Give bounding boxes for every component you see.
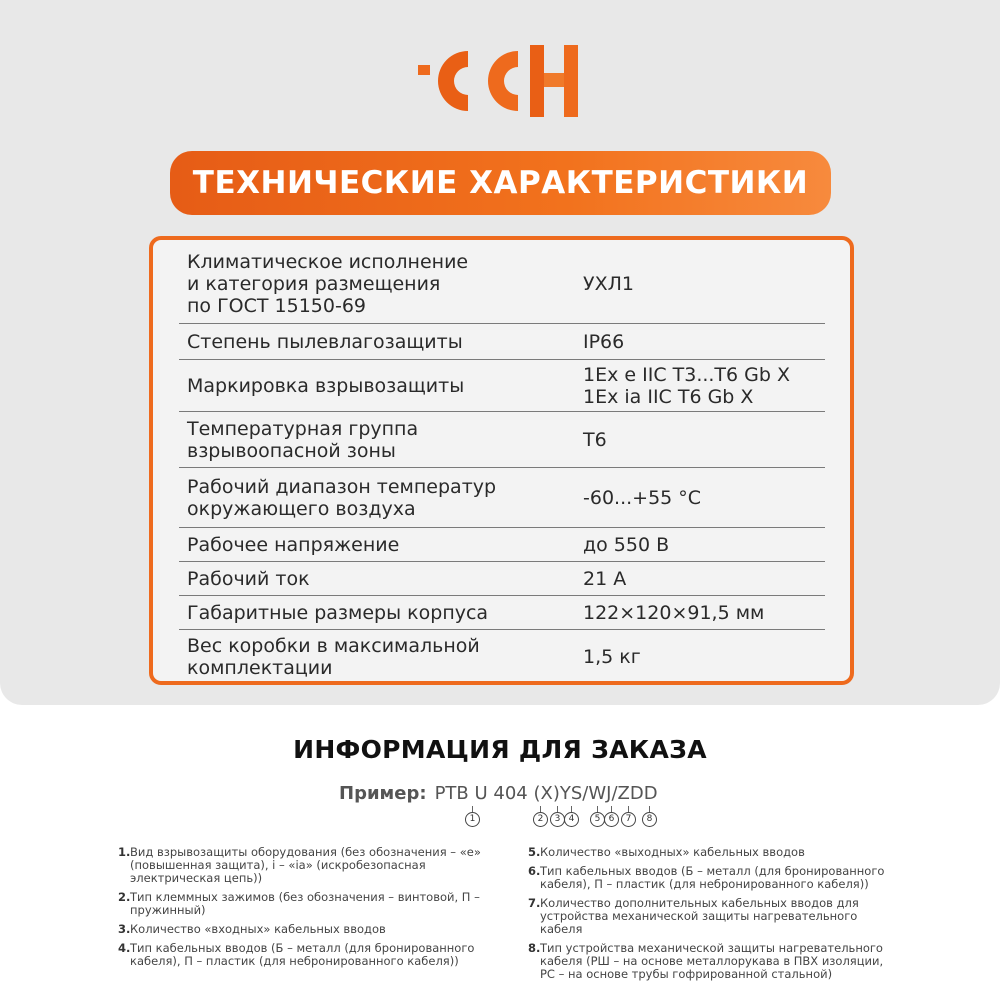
order-note: 5. Количество «выходных» кабельных вводов: [528, 845, 805, 859]
order-notes-right: [528, 846, 888, 987]
order-note: 8. Тип устройства механической защиты нагревательного кабеля (РШ – на основе металлорукава в ПВХ изоляции, РС – на основе трубы гофрированной стальной): [528, 941, 884, 981]
spec-value: 122×120×91,5 мм: [583, 601, 765, 624]
spec-label: Рабочий диапазон температур окружающего воздуха: [187, 475, 497, 520]
section-title: ТЕХНИЧЕСКИЕ ХАРАКТЕРИСТИКИ: [192, 165, 809, 201]
order-note: 3. Количество «входных» кабельных вводов: [118, 922, 386, 936]
spec-value: 1,5 кг: [583, 646, 641, 668]
code-marker: 5: [590, 806, 604, 827]
spec-row: [179, 468, 825, 528]
code-marker: 4: [564, 806, 578, 827]
code-marker: 8: [642, 806, 656, 827]
order-note: 6. Тип кабельных вводов (Б – металл (для бронированного кабеля), П – пластик (для небронированного кабеля)): [528, 864, 885, 891]
spec-row: [179, 528, 825, 562]
spec-value: 1Ex e IIC T3...T6 Gb X 1Ex ia IIC T6 Gb X: [583, 363, 791, 408]
code-marker: 2: [533, 806, 547, 827]
order-example: [339, 783, 658, 804]
spec-row: [179, 412, 825, 468]
spec-label: Рабочее напряжение: [187, 533, 400, 556]
spec-row: [179, 360, 825, 412]
spec-row: [179, 244, 825, 324]
spec-value: IP66: [583, 330, 625, 353]
code-markers: [0, 806, 1000, 830]
example-code: PTB U 404 (X)YS/WJ/ZDD: [434, 783, 658, 804]
specs-table-frame: [149, 236, 854, 685]
spec-label: Температурная группа взрывоопасной зоны: [187, 417, 419, 462]
code-marker: 7: [621, 806, 635, 827]
specs-table: [179, 244, 825, 684]
spec-value: 21 А: [583, 567, 627, 590]
spec-row: [179, 630, 825, 684]
spec-value: Т6: [583, 428, 607, 451]
spec-value: УХЛ1: [583, 272, 634, 295]
spec-label: Маркировка взрывозащиты: [187, 374, 465, 397]
code-marker: 3: [550, 806, 564, 827]
spec-label: Вес коробки в максимальной комплектации: [187, 635, 480, 679]
spec-value: -60...+55 °С: [583, 486, 702, 509]
spec-row: [179, 562, 825, 596]
code-marker: 1: [465, 806, 479, 827]
spec-label: Габаритные размеры корпуса: [187, 601, 489, 624]
order-note: 7. Количество дополнительных кабельных вводов для устройства механической защиты нагревательного кабеля: [528, 896, 859, 936]
order-note: 1. Вид взрывозащиты оборудования (без обозначения – «е» (повышенная защита), i – «ia» (искробезопасная электрическая цепь)): [118, 845, 481, 885]
spec-label: Степень пылевлагозащиты: [187, 330, 463, 353]
spec-label: Рабочий ток: [187, 567, 310, 590]
company-logo: [418, 45, 586, 117]
title-banner: [170, 151, 831, 215]
spec-label: Климатическое исполнение и категория размещения по ГОСТ 15150-69: [187, 250, 469, 317]
spec-row: [179, 596, 825, 630]
order-notes-left: [118, 846, 508, 974]
order-note: 2. Тип клеммных зажимов (без обозначения – винтовой, П – пружинный): [118, 890, 480, 917]
example-label: Пример:: [339, 783, 427, 804]
spec-value: до 550 В: [583, 533, 670, 556]
spec-row: [179, 324, 825, 360]
order-note: 4. Тип кабельных вводов (Б – металл (для бронированного кабеля), П – пластик (для небронированного кабеля)): [118, 941, 475, 968]
code-marker: 6: [604, 806, 618, 827]
order-info-title: ИНФОРМАЦИЯ ДЛЯ ЗАКАЗА: [293, 735, 707, 764]
